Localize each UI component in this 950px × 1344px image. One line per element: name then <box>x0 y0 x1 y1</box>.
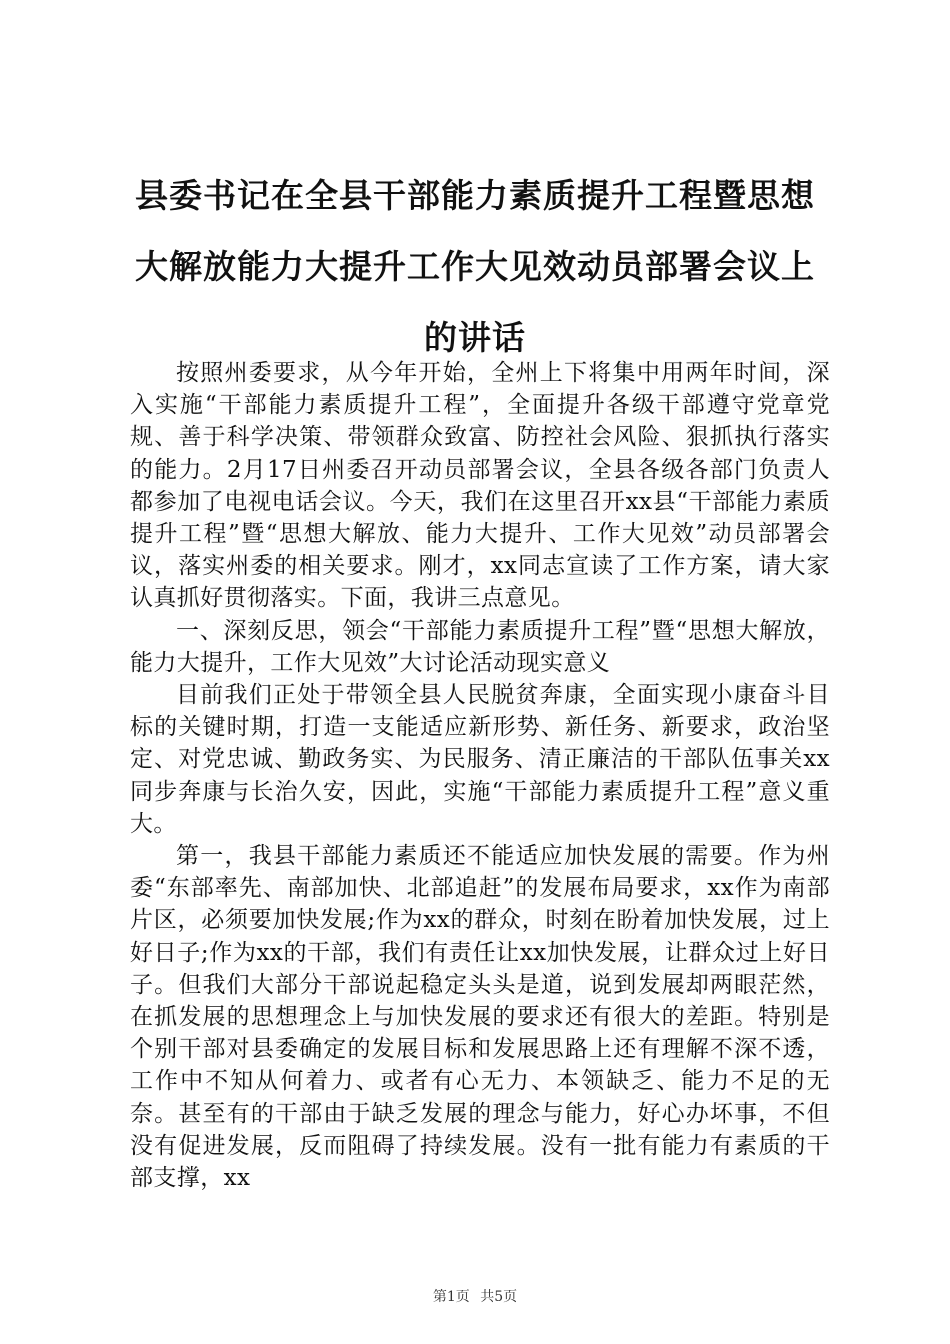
document-title: 县委书记在全县干部能力素质提升工程暨思想大解放能力大提升工作大见效动员部署会议上的讲话 <box>135 176 815 357</box>
intro-paragraph: 按照州委要求，从今年开始，全州上下将集中用两年时间，深入实施“干部能力素质提升工程”，全面提升各级干部遵守党章党规、善于科学决策、带领群众致富、防控社会风险、狠抓执行落实的能力。2月17日州委召开动员部署会议，全县各级各部门负责人都参加了电视电话会议。今天，我们在这里召开xx县“干部能力素质提升工程”暨“思想大解放、能力大提升、工作大见效”动员部署会议，落实州委的相关要求。刚才，xx同志宣读了工作方案，请大家认真抓好贯彻落实。下面，我讲三点意见。 <box>130 360 830 612</box>
section-heading: 一、深刻反思，领会“干部能力素质提升工程”暨“思想大解放，能力大提升，工作大见效”大讨论活动现实意义 <box>130 617 830 676</box>
page-footer <box>0 1286 950 1306</box>
document-body <box>130 357 830 1194</box>
body-paragraph: 第一，我县干部能力素质还不能适应加快发展的需要。作为州委“东部率先、南部加快、北部追赶”的发展布局要求，xx作为南部片区，必须要加快发展;作为xx的群众，时刻在盼着加快发展，过上好日子;作为xx的干部，我们有责任让xx加快发展，让群众过上好日子。但我们大部分干部说起稳定头头是道，说到发展却两眼茫然，在抓发展的思想理念上与加快发展的要求还有很大的差距。特别是个别干部对县委确定的发展目标和发展思路上还有理解不深不透，工作中不知从何着力、或者有心无力、本领缺乏、能力不足的无奈。甚至有的干部由于缺乏发展的理念与能力，好心办坏事，不但没有促进发展，反而阻碍了持续发展。没有一批有能力有素质的干部支撑，xx <box>130 843 830 1192</box>
page-number: 第1页 <box>432 1289 470 1305</box>
body-paragraph: 目前我们正处于带领全县人民脱贫奔康，全面实现小康奋斗目标的关键时期，打造一支能适应新形势、新任务、新要求，政治坚定、对党忠诚、勤政务实、为民服务、清正廉洁的干部队伍事关xx同步奔康与长治久安，因此，实施“干部能力素质提升工程”意义重大。 <box>130 682 830 837</box>
page-total: 共5页 <box>480 1289 518 1305</box>
